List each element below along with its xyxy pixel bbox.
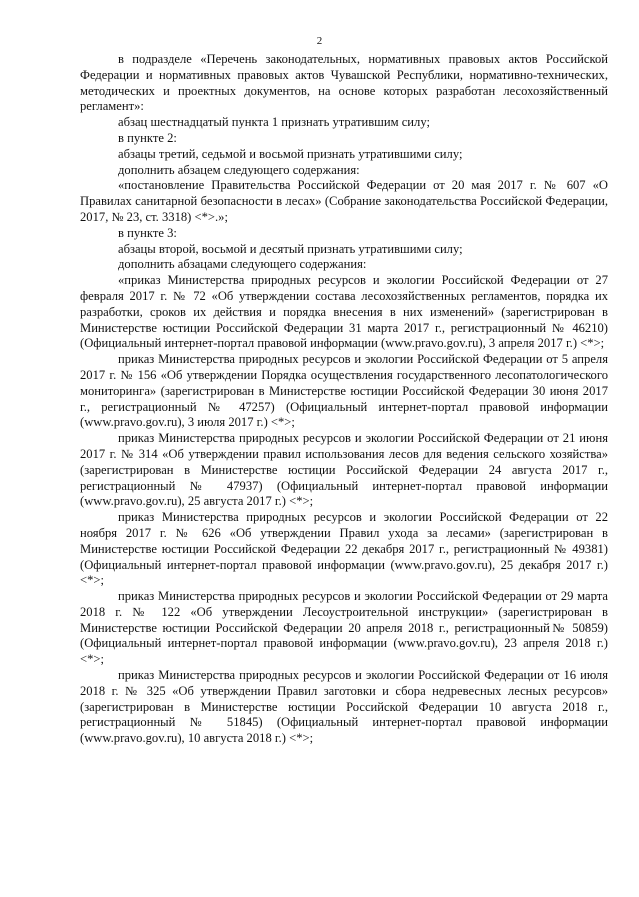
paragraph: приказ Министерства природных ресурсов и экологии Российской Федерации от 29 марта 2018 г. № 122 «Об утверждении Лесоустроительной инструкции» (зарегистрирован в Министерстве юстиции Российской Федерации 20 апреля 2018 г., регистрационный№ 50859) (Официальный интернет-портал правовой информации (www.pravo.gov.ru), 23 апреля 2018 г.) <*>; xyxy=(80,589,608,667)
paragraph: в подразделе «Перечень законодательных, нормативных правовых актов Российской Федерации и нормативных правовых актов Чувашской Республики, нормативно-технических, методических и проектных документов, на основе которых разработан лесохозяйственный регламент»: xyxy=(80,52,608,114)
paragraph: дополнить абзацем следующего содержания: xyxy=(118,162,360,177)
paragraph: приказ Министерства природных ресурсов и экологии Российской Федерации от 22 ноября 2017 г. № 626 «Об утверждении Правил ухода за лесами» (зарегистрирован в Министерстве юстиции Российской Федерации 22 декабря 2017 г., регистрационный № 49381) (Официальный интернет-портал правовой информации (www.pravo.gov.ru), 25 декабря 2017 г.) <*>; xyxy=(80,510,608,588)
paragraph: приказ Министерства природных ресурсов и экологии Российской Федерации от 16 июля 2018 г. № 325 «Об утверждении Правил заготовки и сбора недревесных лесных ресурсов» (зарегистрирован в Министерстве юстиции Российской Федерации 10 августа 2018 г., регистрационный № 51845) (Официальный интернет-портал правовой информации (www.pravo.gov.ru), 10 августа 2018 г.) <*>; xyxy=(80,668,608,746)
paragraph: абзацы второй, восьмой и десятый признать утратившими силу; xyxy=(118,241,463,256)
page-number: 2 xyxy=(316,35,323,47)
paragraph: абзацы третий, седьмой и восьмой признать утратившими силу; xyxy=(118,146,463,161)
paragraph: приказ Министерства природных ресурсов и экологии Российской Федерации от 21 июня 2017 г. № 314 «Об утверждении правил использования лесов для ведения сельского хозяйства» (зарегистрирован в Министерстве юстиции Российской Федерации 24 августа 2017 г., регистрационный № 47937) (Официальный интернет-портал правовой информации (www.pravo.gov.ru), 25 августа 2017 г.) <*>; xyxy=(80,431,608,509)
paragraph: «приказ Министерства природных ресурсов и экологии Российской Федерации от 27 февраля 2017 г. № 72 «Об утверждении состава лесохозяйственных регламентов, порядка их разработки, сроков их действия и порядка внесения в них изменений» (зарегистрирован в Министерстве юстиции Российской Федерации 31 марта 2017 г., регистрационный № 46210) (Официальный интернет-портал правовой информации (www.pravo.gov.ru), 3 апреля 2017 г.) <*>; xyxy=(80,273,608,351)
document-body xyxy=(80,52,608,747)
paragraph: в пункте 3: xyxy=(118,225,177,240)
paragraph: дополнить абзацами следующего содержания: xyxy=(118,257,367,272)
paragraph: «постановление Правительства Российской Федерации от 20 мая 2017 г. № 607 «О Правилах санитарной безопасности в лесах» (Собрание законодательства Российской Федерации, 2017, № 23, ст. 3318) <*>.»; xyxy=(80,178,608,224)
paragraph: абзац шестнадцатый пункта 1 признать утратившим силу; xyxy=(118,115,430,130)
paragraph: приказ Министерства природных ресурсов и экологии Российской Федерации от 5 апреля 2017 г. № 156 «Об утверждении Порядка осуществления государственного лесопатологического мониторинга» (зарегистрирован в Министерстве юстиции Российской Федерации 30 июня 2017 г., регистрационный № 47257) (Официальный интернет-портал правовой информации (www.pravo.gov.ru), 3 июля 2017 г.) <*>; xyxy=(80,352,608,430)
paragraph: в пункте 2: xyxy=(118,130,177,145)
